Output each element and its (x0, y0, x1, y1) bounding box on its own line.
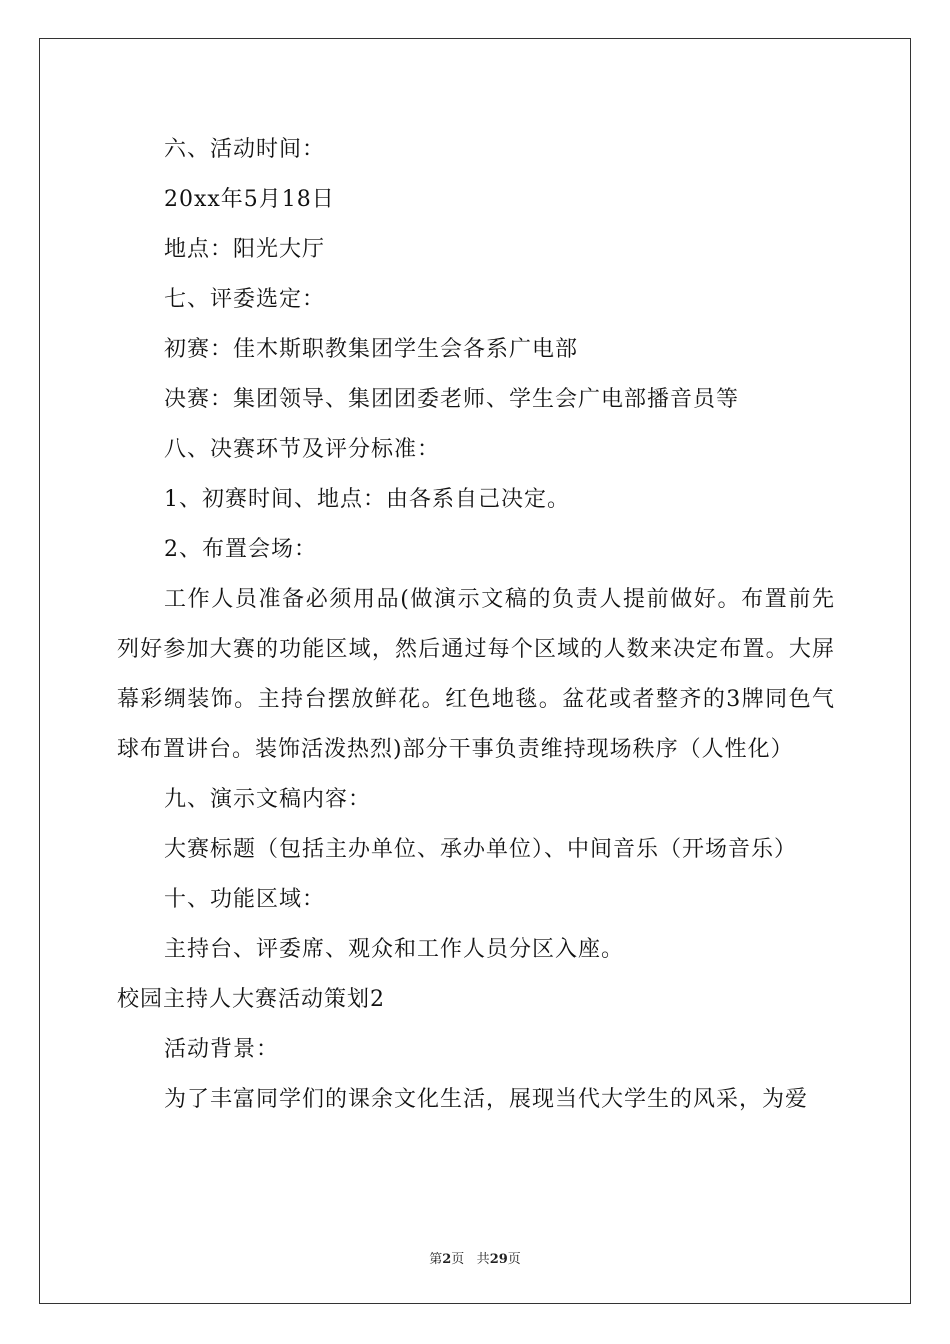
slides-content: 大赛标题（包括主办单位、承办单位）、中间音乐（开场音乐） (164, 837, 798, 862)
item-venue-setup: 2、布置会场： (164, 537, 317, 562)
preliminary-judges: 初赛：佳木斯职教集团学生会各系广电部 (164, 337, 579, 362)
function-areas-content: 主持台、评委席、观众和工作人员分区入座。 (164, 937, 625, 962)
heading-background: 活动背景： (164, 1037, 280, 1062)
section-title-plan-2: 校园主持人大赛活动策划2 (117, 987, 385, 1012)
footer-page-number: 2 (442, 1252, 452, 1267)
heading-activity-time: 六、活动时间： (164, 137, 326, 162)
heading-final-criteria: 八、决赛环节及评分标准： (164, 437, 441, 462)
paragraph-venue-setup: 工作人员准备必须用品(做演示文稿的负责人提前做好。布置前先列好参加大赛的功能区域，然后通过每个区域的人数来决定布置。大屏幕彩绸装饰。主持台摆放鲜花。红色地毯。盆花或者整齐的3牌同色气球布置讲台。装饰活泼热烈)部分干事负责维持现场秩序（人性化） (117, 587, 835, 762)
footer-total-suffix: 页 (507, 1252, 521, 1267)
footer-page-prefix: 第 (429, 1252, 443, 1267)
heading-judges: 七、评委选定： (164, 287, 326, 312)
document-body (117, 125, 835, 1125)
final-judges: 决赛：集团领导、集团团委老师、学生会广电部播音员等 (164, 387, 740, 412)
activity-location: 地点：阳光大厅 (164, 237, 326, 262)
footer-total-pages: 29 (489, 1252, 508, 1267)
page-footer (0, 1248, 950, 1267)
activity-date: 20xx年5月18日 (164, 187, 335, 212)
background-text: 为了丰富同学们的课余文化生活，展现当代大学生的风采，为爱 (164, 1087, 809, 1112)
heading-slides: 九、演示文稿内容： (164, 787, 372, 812)
item-preliminary-time: 1、初赛时间、地点：由各系自己决定。 (164, 487, 570, 512)
heading-function-areas: 十、功能区域： (164, 887, 326, 912)
footer-total-prefix: 共 (476, 1252, 490, 1267)
footer-page-suffix: 页 (451, 1252, 465, 1267)
